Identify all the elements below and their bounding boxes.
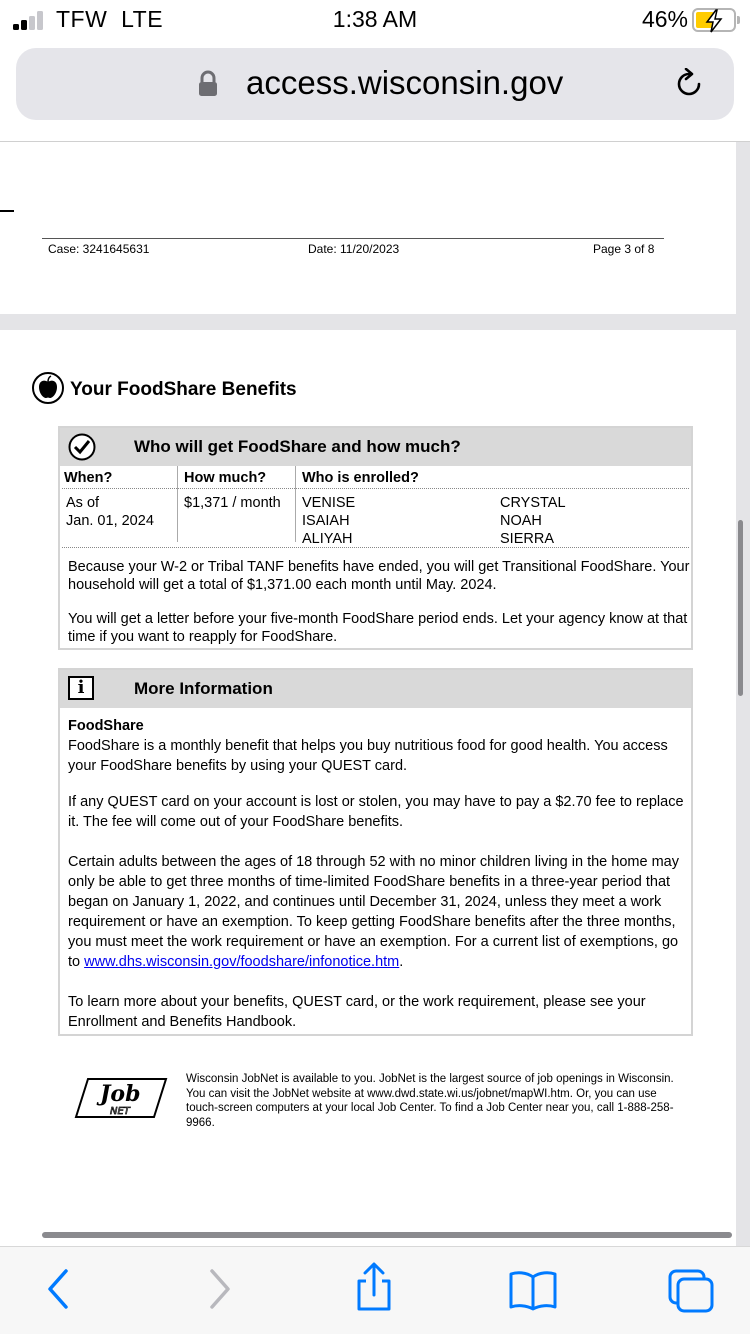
reapply-paragraph: You will get a letter before your five-month FoodShare period ends. Let your agency know at that time if you want to reapply for FoodShare. [68, 611, 688, 645]
foodshare-heading: FoodShare [68, 718, 144, 734]
web-content[interactable] [0, 142, 750, 1246]
lock-icon [198, 70, 218, 98]
horizontal-scrollbar[interactable] [42, 1232, 732, 1238]
more-info-title: More Information [134, 679, 273, 698]
page-mark [0, 210, 14, 212]
exemptions-link[interactable]: www.dhs.wisconsin.gov/foodshare/infonotice.htm [84, 954, 400, 970]
col-header-how-much: How much? [184, 470, 267, 486]
enrolled-name: CRYSTAL [500, 495, 566, 511]
browser-chrome [0, 40, 750, 142]
enrolled-name: SIERRA [500, 531, 554, 547]
col-header-when: When? [64, 470, 113, 486]
handbook-paragraph: To learn more about your benefits, QUEST card, or the work requirement, please see your Enrollment and Benefits Handbook. [68, 994, 646, 1030]
enrolled-name: VENISE [302, 495, 356, 511]
more-info-box [58, 668, 693, 1036]
bookmarks-icon[interactable] [508, 1269, 558, 1311]
document-date: Date: 11/20/2023 [308, 242, 400, 256]
browser-toolbar [0, 1246, 750, 1334]
when-line-1: As of [66, 495, 100, 511]
col-header-enrolled: Who is enrolled? [302, 470, 419, 486]
table-cell-when [66, 494, 154, 530]
foodshare-info [68, 716, 688, 776]
document-page [0, 330, 736, 1246]
header-rule [42, 238, 664, 239]
section-title: Your FoodShare Benefits [70, 379, 297, 400]
period: . [399, 954, 404, 970]
enrolled-name: NOAH [500, 513, 542, 529]
back-icon[interactable] [42, 1267, 74, 1311]
battery-percent: 46% [641, 6, 688, 32]
forward-icon[interactable] [204, 1267, 236, 1311]
network-type: LTE [121, 6, 164, 32]
more-info-header [60, 670, 691, 708]
status-bar [0, 0, 750, 40]
info-icon: i [68, 676, 94, 700]
foodshare-description: FoodShare is a monthly benefit that helps you buy nutritious food for good health. You access your FoodShare benefits by using your QUEST card. [68, 738, 668, 774]
document-page-top [0, 142, 736, 314]
page-number: Page 3 of 8 [593, 242, 655, 256]
enrolled-name: ISAIAH [302, 513, 350, 529]
table-cell-amount: $1,371 / month [184, 495, 281, 511]
benefits-box [58, 426, 693, 650]
checkmark-icon [68, 433, 96, 461]
table-cell-enrolled-col2 [500, 494, 566, 548]
clock: 1:38 AM [332, 6, 418, 32]
benefits-box-header [60, 428, 691, 466]
vertical-scrollbar[interactable] [738, 520, 743, 696]
reload-icon[interactable] [674, 68, 706, 102]
apple-icon [32, 372, 64, 404]
benefits-box-title: Who will get FoodShare and how much? [134, 437, 461, 456]
work-requirement-paragraph [68, 852, 688, 972]
jobnet-logo-job: Job [100, 1081, 141, 1107]
quest-card-paragraph: If any QUEST card on your account is lost or stolen, you may have to pay a $2.70 fee to replace it. The fee will come out of your FoodShare benefits. [68, 794, 684, 830]
share-icon[interactable] [352, 1261, 396, 1313]
work-requirement-text: Certain adults between the ages of 18 through 52 with no minor children living in the home may only be able to get three months of time-limited FoodShare benefits in a three-year period that began on January 1, 2022, and continues until December 31, 2024, unless they meet a work requirement or have an exemption. To keep getting FoodShare benefits after the three months, you must meet the work requirement or have an exemption. For a current list of exemptions, go to [68, 854, 679, 970]
enrolled-name: ALIYAH [302, 531, 353, 547]
jobnet-text: Wisconsin JobNet is available to you. JobNet is the largest source of job openings in Wisconsin. You can visit the JobNet website at www.dwd.state.wi.us/jobnet/mapWI.htm. Or, you can use touch-screen computers at your local Job Center. To find a Job Center near you, call 1-888-258-9966. [186, 1073, 674, 1129]
case-number: Case: 3241645631 [48, 242, 150, 256]
jobnet-logo [74, 1075, 168, 1121]
battery-icon [692, 8, 736, 32]
jobnet-logo-net: NET [110, 1106, 130, 1117]
carrier-name: TFW [56, 6, 108, 32]
address-bar[interactable] [16, 48, 734, 120]
when-line-2: Jan. 01, 2024 [66, 513, 154, 529]
table-cell-enrolled-col1 [302, 494, 355, 548]
tabs-icon[interactable] [666, 1267, 716, 1315]
transitional-paragraph: Because your W-2 or Tribal TANF benefits have ended, you will get Transitional FoodShare. Your household will get a total of $1,371.00 each month until May. 2024. [68, 559, 690, 593]
url-text[interactable]: access.wisconsin.gov [246, 64, 564, 101]
